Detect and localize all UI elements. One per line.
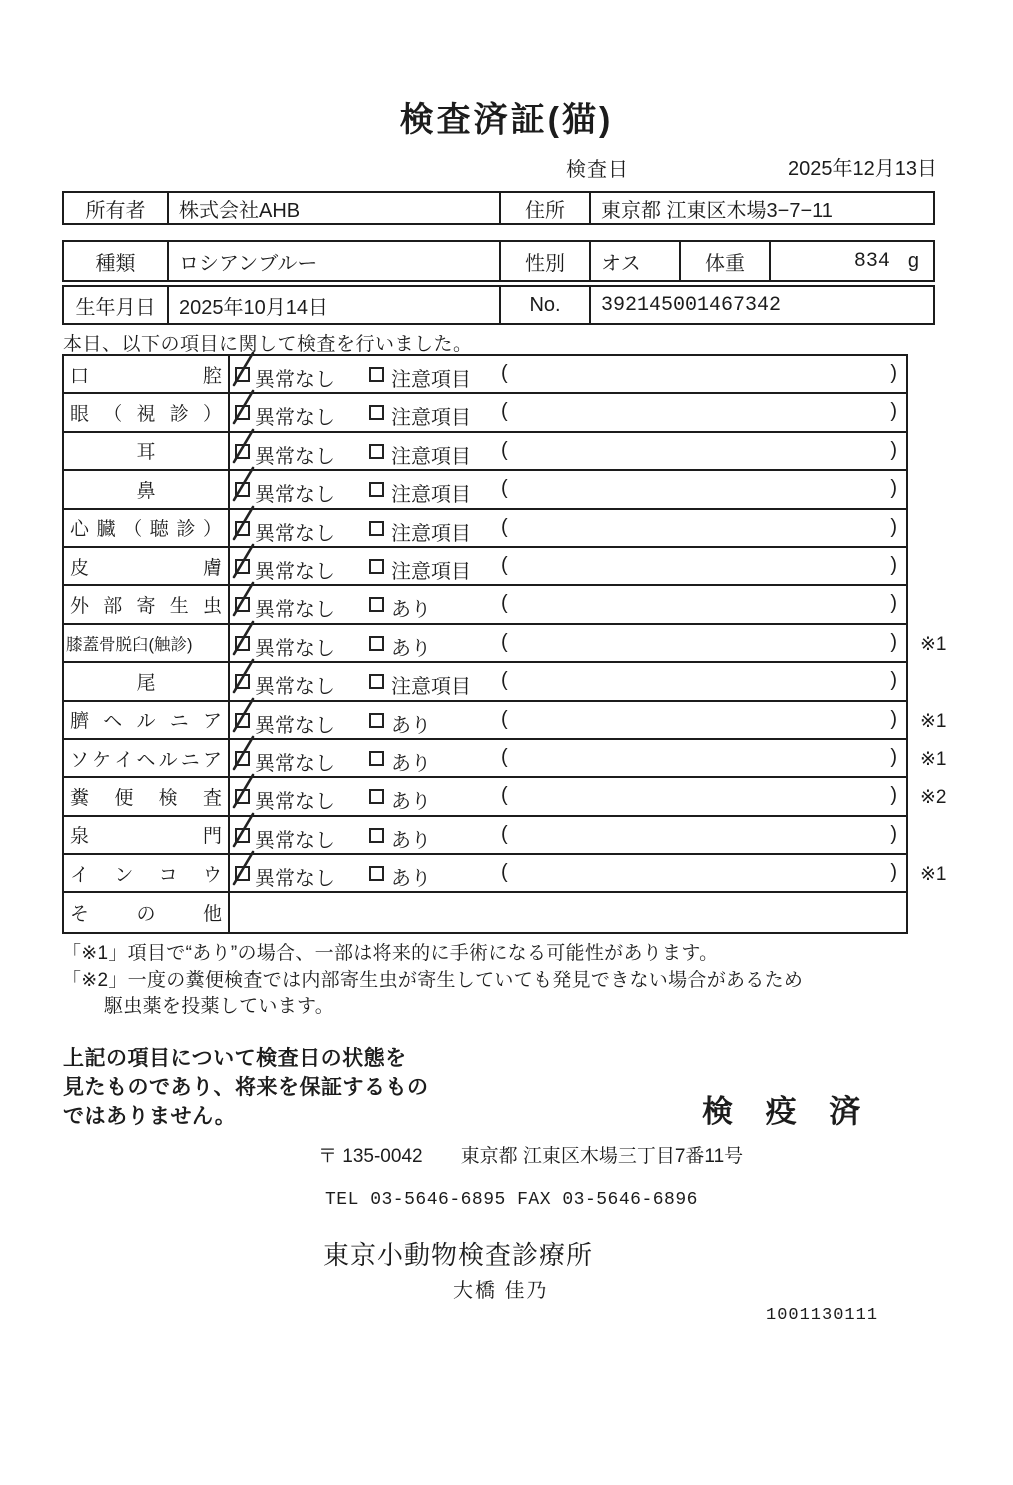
paren-close: ): [890, 438, 897, 461]
checkbox-no-abnormality[interactable]: [235, 597, 250, 612]
checkbox-attention[interactable]: [369, 405, 384, 420]
option-no-abnormality-label: 異常なし: [255, 560, 335, 583]
paren-open: (: [501, 669, 508, 692]
item-result-cell: [230, 740, 906, 776]
item-label: [64, 548, 230, 584]
item-label-char: （: [103, 404, 123, 426]
item-label-char: 聴: [149, 519, 169, 541]
check-mark-icon: [231, 350, 257, 387]
item-label-char: ）: [202, 519, 222, 541]
table-row: [64, 471, 906, 509]
footnote-mark: ※2: [920, 787, 947, 809]
check-mark-icon: [231, 657, 257, 694]
paren-close: ): [890, 669, 897, 692]
item-label-char: ヘ: [103, 711, 123, 733]
quarantine-passed-stamp: 検 疫 済: [702, 1094, 873, 1129]
option-no-abnormality-label: 異常なし: [255, 484, 335, 507]
clinic-phone-line: TEL 03-5646-6895 FAX 03-5646-6896: [325, 1190, 698, 1210]
item-label: [64, 510, 230, 546]
item-label-char: 便: [114, 787, 134, 809]
option-no-abnormality-label: 異常なし: [255, 599, 335, 622]
breed-value: ロシアンブルー: [167, 242, 499, 280]
option-secondary-label: あり: [391, 752, 431, 775]
paren-open: (: [501, 400, 508, 423]
paren-open: (: [501, 553, 508, 576]
option-no-abnormality-label: 異常なし: [255, 714, 335, 737]
paren-close: ): [890, 477, 897, 500]
paren-close: ): [890, 362, 897, 384]
paren-close: ): [890, 592, 897, 615]
table-row: [64, 893, 906, 931]
clinic-address: 東京都 江東区木場三丁目7番11号: [460, 1146, 744, 1167]
checkbox-attention[interactable]: [369, 559, 384, 574]
address-value: 東京都 江東区木場3−7−11: [589, 193, 933, 223]
table-row: [64, 740, 947, 778]
checkbox-attention[interactable]: [369, 367, 384, 382]
disclaimer-line: 見たものであり、将来を保証するもの: [63, 1076, 429, 1099]
option-no-abnormality-label: 異常なし: [255, 522, 335, 545]
check-mark-icon: [231, 542, 257, 579]
birthdate-value: 2025年10月14日: [167, 287, 499, 323]
check-mark-icon: [231, 619, 257, 656]
item-label-char: 他: [202, 904, 222, 926]
inspection-checklist-table: [62, 354, 947, 934]
option-no-abnormality-label: 異常なし: [255, 829, 335, 852]
checkbox-present[interactable]: [369, 789, 384, 804]
paren-close: ): [890, 630, 897, 653]
item-result-cell: [230, 433, 906, 469]
checkbox-no-abnormality[interactable]: [235, 559, 250, 574]
item-label-char: 膚: [202, 557, 222, 579]
option-secondary-label: 注意項目: [391, 522, 471, 545]
check-mark-icon: [231, 504, 257, 541]
item-result-cell: [230, 663, 906, 699]
option-no-abnormality-label: 異常なし: [255, 637, 335, 660]
item-label-char: 鼻: [136, 480, 156, 502]
option-secondary-label: 注意項目: [391, 407, 471, 430]
item-label: [64, 471, 230, 507]
checkbox-no-abnormality[interactable]: [235, 713, 250, 728]
item-label-char: そ: [70, 904, 90, 926]
footnote-2: 「※2」一度の糞便検査では内部寄生虫が寄生していても発見できない場合があるため: [62, 970, 804, 991]
paren-close: ): [890, 707, 897, 730]
paren-close: ): [890, 861, 897, 884]
item-label-char: イ: [70, 864, 90, 886]
item-label-char: 口: [70, 365, 90, 387]
checkbox-present[interactable]: [369, 636, 384, 651]
address-label: 住所: [499, 193, 589, 223]
checkbox-present[interactable]: [369, 751, 384, 766]
option-no-abnormality-label: 異常なし: [255, 407, 335, 430]
paren-close: ): [890, 553, 897, 576]
owner-label: 所有者: [85, 199, 146, 222]
item-label: [64, 433, 230, 469]
item-label-char: ル: [158, 749, 178, 771]
table-row: [64, 855, 947, 893]
checkbox-present[interactable]: [369, 597, 384, 612]
item-label-char: 心: [70, 519, 90, 541]
animal-info-table: [62, 240, 935, 282]
checkbox-attention[interactable]: [369, 444, 384, 459]
paren-close: ): [890, 822, 897, 845]
sex-value: オス: [589, 242, 679, 280]
checkbox-attention[interactable]: [369, 521, 384, 536]
item-label-char: ヘ: [136, 749, 156, 771]
item-label-char: イ: [114, 749, 134, 771]
table-row: [64, 663, 906, 701]
paren-open: (: [501, 592, 508, 615]
check-mark-icon: [231, 849, 257, 886]
option-no-abnormality-label: 異常なし: [255, 868, 335, 891]
item-label-char: ニ: [180, 749, 200, 771]
table-row: [64, 548, 906, 586]
paren-open: (: [501, 822, 508, 845]
item-label-char: 門: [202, 826, 222, 848]
option-no-abnormality-label: 異常なし: [255, 676, 335, 699]
item-label-char: 臍: [70, 711, 90, 733]
item-result-cell: [230, 510, 906, 546]
item-label: [64, 778, 230, 814]
item-label: [64, 586, 230, 622]
option-no-abnormality-label: 異常なし: [255, 445, 335, 468]
item-label-char: 眼: [70, 404, 90, 426]
page-title: 検査済証(猫): [399, 101, 614, 139]
clinic-address-line: [318, 1141, 743, 1168]
table-row: [64, 356, 906, 394]
owner-info-table: [62, 191, 935, 225]
item-label-char: ア: [202, 749, 222, 771]
footnote-1: 「※1」項目で“あり”の場合、一部は将来的に手術になる可能性があります。: [62, 943, 719, 964]
disclaimer-line: 上記の項目について検査日の状態を: [63, 1047, 407, 1070]
table-row: [64, 510, 906, 548]
option-no-abnormality-label: 異常なし: [255, 791, 335, 814]
weight-unit: g: [907, 249, 919, 272]
intro-text: 本日、以下の項目に関して検査を行いました。: [63, 334, 473, 355]
item-label-char: 部: [103, 596, 123, 618]
checkbox-attention[interactable]: [369, 674, 384, 689]
item-result-cell: [230, 625, 906, 661]
item-label-char: コ: [158, 864, 178, 886]
item-label: [64, 394, 230, 430]
item-result-cell: [230, 586, 906, 622]
checkbox-no-abnormality[interactable]: [235, 828, 250, 843]
item-label-char: 腔: [202, 365, 222, 387]
item-label-char: 寄: [136, 596, 156, 618]
exam-date-value: 2025年12月13日: [788, 158, 937, 180]
footnote-mark: ※1: [920, 633, 947, 655]
paren-open: (: [501, 707, 508, 730]
item-label-char: 査: [202, 787, 222, 809]
item-label-char: 診: [176, 519, 196, 541]
item-label-char: 外: [70, 596, 90, 618]
check-mark-icon: [231, 388, 257, 425]
item-result-cell: [230, 778, 906, 814]
option-secondary-label: 注意項目: [391, 369, 471, 391]
item-label-char: 尾: [136, 672, 156, 694]
item-label: [64, 817, 230, 853]
item-result-cell: [230, 394, 906, 430]
item-label-char: の: [136, 904, 156, 926]
check-mark-icon: [231, 465, 257, 502]
option-secondary-label: あり: [391, 714, 431, 737]
check-mark-icon: [231, 811, 257, 848]
footnote-mark: ※1: [920, 748, 947, 770]
disclaimer-line: ではありません。: [63, 1105, 237, 1128]
number-value: 392145001467342: [589, 287, 933, 323]
option-secondary-label: 注意項目: [391, 560, 471, 583]
number-label: No.: [499, 287, 589, 323]
item-label-char: 耳: [136, 442, 156, 464]
paren-close: ): [890, 784, 897, 807]
item-label-char: 検: [158, 787, 178, 809]
checkbox-no-abnormality[interactable]: [235, 789, 250, 804]
option-secondary-label: あり: [391, 637, 431, 660]
paren-open: (: [501, 515, 508, 538]
paren-close: ): [890, 400, 897, 423]
option-no-abnormality-label: 異常なし: [255, 369, 335, 391]
item-result-cell: [230, 548, 906, 584]
paren-close: ): [890, 515, 897, 538]
weight-value-cell: [769, 242, 933, 280]
item-label-char: 生: [169, 596, 189, 618]
item-label-char: 糞: [70, 787, 90, 809]
item-label-char: 臓: [96, 519, 116, 541]
option-secondary-label: あり: [391, 791, 431, 814]
paren-close: ): [890, 745, 897, 768]
item-label: [64, 663, 230, 699]
item-label-char: （: [123, 519, 143, 541]
checkbox-no-abnormality[interactable]: [235, 636, 250, 651]
clinic-name: 東京小動物検査診療所: [323, 1240, 594, 1270]
item-label-char: ン: [114, 864, 134, 886]
table-row: [64, 586, 906, 624]
item-label-char: 診: [169, 404, 189, 426]
footnote-mark: ※1: [920, 864, 947, 886]
sex-label: 性別: [499, 242, 589, 280]
option-secondary-label: 注意項目: [391, 484, 471, 507]
option-secondary-label: あり: [391, 599, 431, 622]
option-secondary-label: あり: [391, 868, 431, 891]
item-result-cell: [230, 855, 906, 891]
birthdate-label: 生年月日: [75, 296, 156, 319]
paren-open: (: [501, 784, 508, 807]
disclaimer-text: [63, 1044, 429, 1131]
item-result-cell: [230, 471, 906, 507]
item-label-char: ）: [202, 404, 222, 426]
paren-open: (: [501, 362, 508, 384]
checkbox-no-abnormality[interactable]: [235, 866, 250, 881]
veterinarian-name: 大橋 佳乃: [453, 1280, 549, 1302]
item-label-char: ケ: [92, 749, 112, 771]
check-mark-icon: [231, 580, 257, 617]
option-secondary-label: 注意項目: [391, 676, 471, 699]
item-label-char: 虫: [202, 596, 222, 618]
checkbox-no-abnormality[interactable]: [235, 367, 250, 382]
weight-value: 834: [853, 249, 890, 273]
owner-value: 株式会社AHB: [167, 193, 499, 223]
breed-label: 種類: [95, 252, 136, 275]
item-label-char: ア: [202, 711, 222, 733]
check-mark-icon: [231, 696, 257, 733]
table-row: [64, 394, 906, 432]
checkbox-no-abnormality[interactable]: [235, 405, 250, 420]
paren-open: (: [501, 477, 508, 500]
item-result-cell: [230, 702, 906, 738]
item-result-cell: [230, 356, 906, 392]
item-label: [64, 356, 230, 392]
footnote-mark: ※1: [920, 710, 947, 732]
paren-open: (: [501, 745, 508, 768]
item-label: [64, 740, 230, 776]
birth-info-table: [62, 285, 935, 325]
item-label: [64, 702, 230, 738]
paren-open: (: [501, 438, 508, 461]
item-label-char: 皮: [70, 557, 90, 579]
checkbox-present[interactable]: [369, 828, 384, 843]
checkbox-no-abnormality[interactable]: [235, 444, 250, 459]
item-label-char: 視: [136, 404, 156, 426]
table-row: [64, 433, 906, 471]
item-label-char: ニ: [169, 711, 189, 733]
table-row: [64, 778, 947, 816]
check-mark-icon: [231, 734, 257, 771]
checkbox-no-abnormality[interactable]: [235, 674, 250, 689]
item-result-cell: [230, 817, 906, 853]
option-secondary-label: あり: [391, 829, 431, 852]
paren-open: (: [501, 861, 508, 884]
table-row: [64, 817, 906, 855]
item-label-char: ウ: [202, 864, 222, 886]
item-label-char: ル: [136, 711, 156, 733]
postal-code: 〒 135-0042: [318, 1146, 423, 1167]
item-label: 膝蓋骨脱臼(触診): [64, 625, 230, 661]
paren-open: (: [501, 630, 508, 653]
checkbox-present[interactable]: [369, 713, 384, 728]
item-label: [64, 855, 230, 891]
option-no-abnormality-label: 異常なし: [255, 752, 335, 775]
checkbox-attention[interactable]: [369, 482, 384, 497]
document-code: 1001130111: [766, 1306, 879, 1325]
checkbox-present[interactable]: [369, 866, 384, 881]
check-mark-icon: [231, 427, 257, 464]
checkbox-no-abnormality[interactable]: [235, 482, 250, 497]
item-label-char: 泉: [70, 826, 90, 848]
table-row: [64, 625, 947, 663]
checkbox-no-abnormality[interactable]: [235, 521, 250, 536]
footnote-2-continued: 駆虫薬を投薬しています。: [104, 996, 335, 1017]
option-secondary-label: 注意項目: [391, 445, 471, 468]
exam-date-label: 検査日: [566, 159, 629, 181]
weight-label: 体重: [679, 242, 769, 280]
table-row: [64, 702, 947, 740]
item-result-cell: [230, 893, 906, 931]
check-mark-icon: [231, 772, 257, 809]
checkbox-no-abnormality[interactable]: [235, 751, 250, 766]
item-label: [64, 893, 230, 931]
item-label-char: ソ: [70, 749, 90, 771]
